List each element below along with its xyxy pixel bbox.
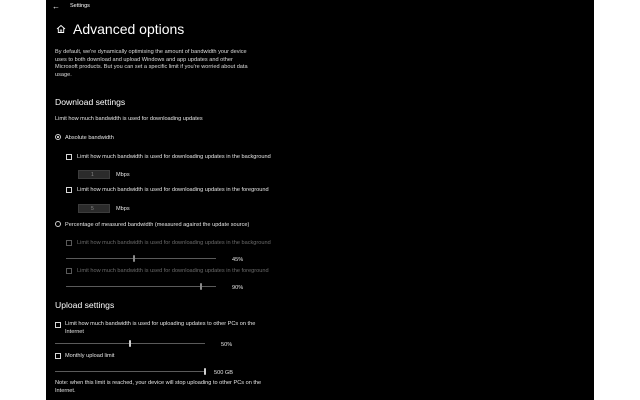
percentage-bandwidth-radio[interactable] <box>55 221 61 227</box>
monthly-upload-value: 500 GB <box>214 370 233 376</box>
pct-foreground-slider-thumb[interactable] <box>200 283 202 290</box>
absolute-bandwidth-radio[interactable] <box>55 134 61 140</box>
upload-limit-value: 50% <box>221 342 233 348</box>
pct-background-value: 45% <box>232 257 244 263</box>
monthly-upload-slider-thumb[interactable] <box>204 368 206 375</box>
upload-limit-label: Limit how much bandwidth is used for uploading updates to other PCs on the Internet <box>65 321 256 335</box>
upload-note: Note: when this limit is reached, your device will stop uploading to other PCs on the Internet. <box>55 380 262 394</box>
monthly-upload-limit-label: Monthly upload limit <box>65 353 115 359</box>
abs-foreground-limit-checkbox[interactable] <box>66 187 72 193</box>
percentage-bandwidth-label: Percentage of measured bandwidth (measured against the update source) <box>65 221 250 228</box>
abs-foreground-mbps-input[interactable]: 5 <box>78 204 110 213</box>
settings-window <box>46 0 594 400</box>
pct-background-limit-checkbox[interactable] <box>66 240 72 246</box>
upload-limit-slider-thumb[interactable] <box>129 340 131 347</box>
upload-settings-heading: Upload settings <box>55 300 115 310</box>
absolute-bandwidth-label: Absolute bandwidth <box>65 134 114 141</box>
download-settings-heading: Download settings <box>55 97 126 107</box>
abs-foreground-limit-label: Limit how much bandwidth is used for downloading updates in the foreground <box>77 187 269 193</box>
home-icon[interactable] <box>56 24 66 34</box>
abs-background-mbps-input[interactable]: 1 <box>78 170 110 179</box>
pct-background-limit-label: Limit how much bandwidth is used for downloading updates in the background <box>77 240 271 246</box>
back-arrow-icon[interactable]: ← <box>52 2 60 11</box>
page-title: Advanced options <box>73 21 185 37</box>
abs-background-limit-label: Limit how much bandwidth is used for downloading updates in the background <box>77 154 271 160</box>
pct-foreground-limit-label: Limit how much bandwidth is used for downloading updates in the foreground <box>77 268 269 274</box>
download-subheading: Limit how much bandwidth is used for downloading updates <box>55 116 203 122</box>
pct-foreground-slider-track[interactable] <box>66 286 216 287</box>
pct-foreground-limit-checkbox[interactable] <box>66 268 72 274</box>
intro-text: By default, we're dynamically optimising the amount of bandwidth your device uses to both download and upload Windows and app updates and other Microsoft products. But you can set a specific limit if you're worried about data usage. <box>55 49 248 78</box>
abs-background-unit: Mbps <box>116 172 130 178</box>
abs-foreground-unit: Mbps <box>116 206 130 212</box>
monthly-upload-slider-track[interactable] <box>55 371 205 372</box>
upload-limit-checkbox[interactable] <box>55 322 61 328</box>
abs-background-limit-checkbox[interactable] <box>66 154 72 160</box>
window-title: Settings <box>70 3 90 9</box>
pct-foreground-value: 90% <box>232 285 244 291</box>
monthly-upload-limit-checkbox[interactable] <box>55 353 61 359</box>
pct-background-slider-thumb[interactable] <box>133 255 135 262</box>
pct-background-slider-track[interactable] <box>66 258 216 259</box>
